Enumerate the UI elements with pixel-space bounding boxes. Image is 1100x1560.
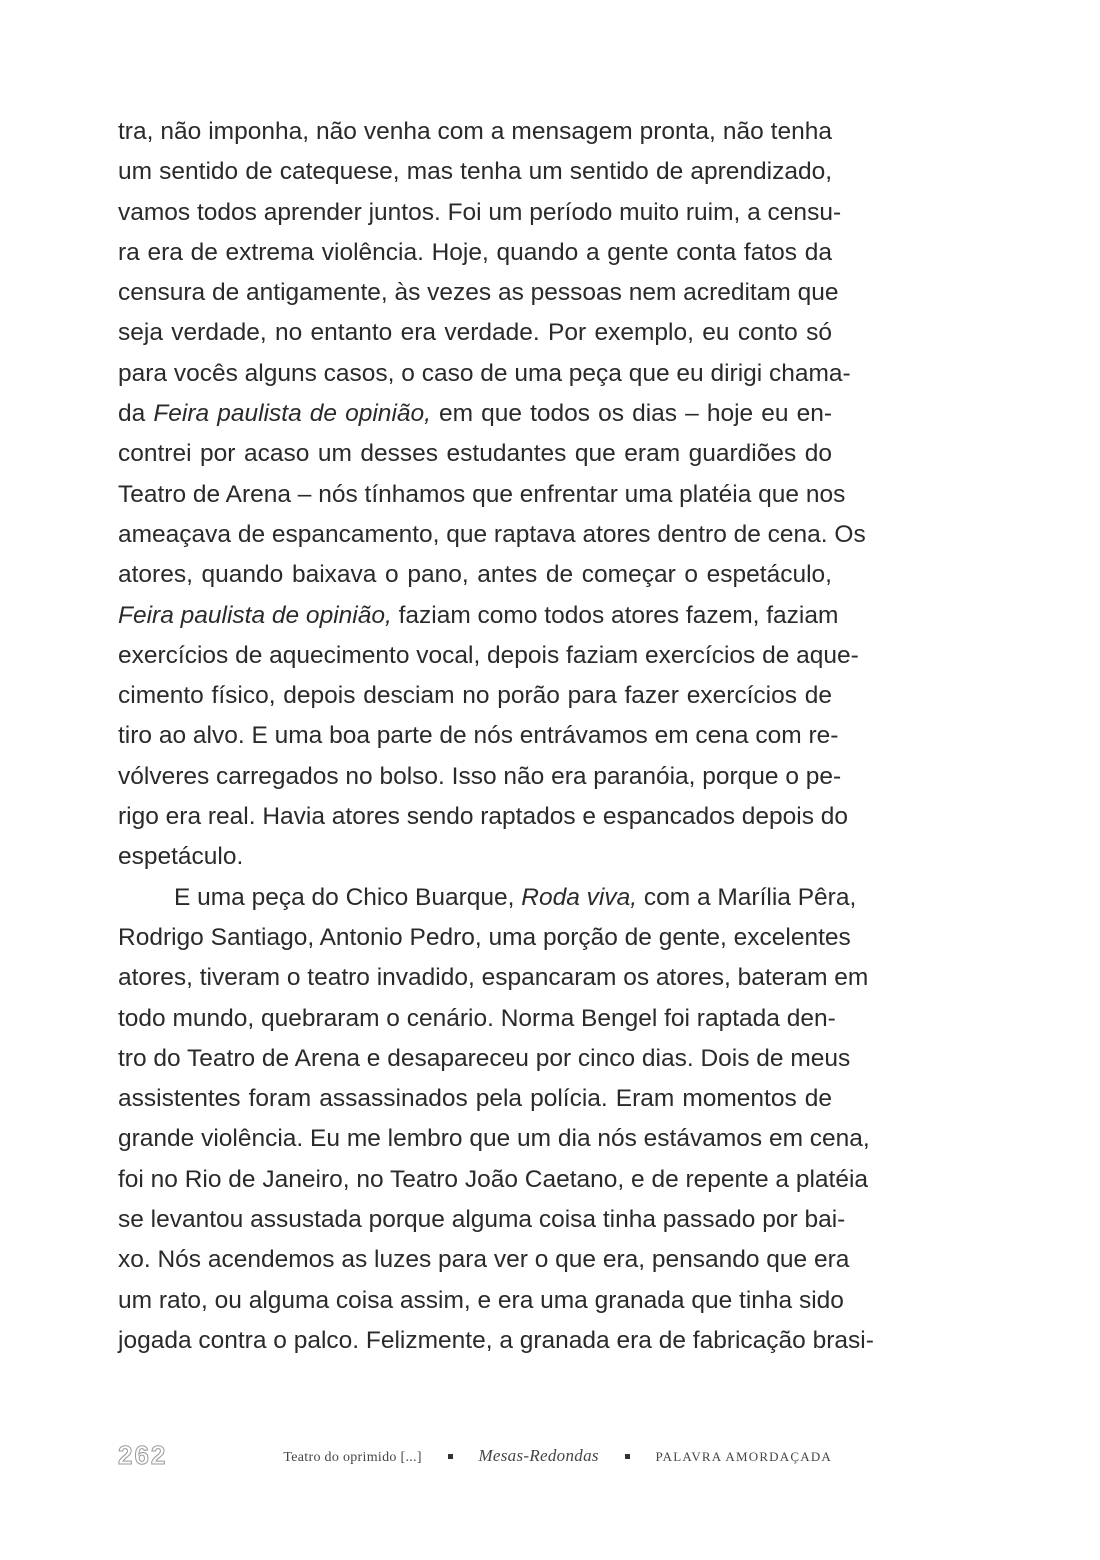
text-line: seja verdade, no entanto era verdade. Por exemplo, eu conto só bbox=[118, 319, 832, 347]
text-line: Rodrigo Santiago, Antonio Pedro, uma porção de gente, excelentes bbox=[118, 923, 851, 951]
chapter-title: Teatro do oprimido [...] bbox=[283, 1450, 422, 1465]
italic-title: Feira paulista de opinião, bbox=[118, 601, 392, 629]
page-footer bbox=[118, 1440, 832, 1470]
text-line: atores, quando baixava o pano, antes de começar o espetáculo, bbox=[118, 561, 832, 589]
text-line: espetáculo. bbox=[118, 843, 244, 871]
text-line: rigo era real. Havia atores sendo raptados e espancados depois do bbox=[118, 803, 849, 831]
text-line: todo mundo, quebraram o cenário. Norma Bengel foi raptada den- bbox=[118, 1004, 836, 1032]
series-title: Mesas-Redondas bbox=[478, 1446, 599, 1465]
text-segment: com a Marília Pêra, bbox=[637, 883, 857, 911]
text-line bbox=[118, 596, 839, 636]
text-line: Teatro de Arena – nós tínhamos que enfrentar uma platéia que nos bbox=[118, 480, 846, 508]
text-segment: da bbox=[118, 400, 154, 428]
bullet-separator-icon bbox=[625, 1454, 630, 1459]
page-number: 262 bbox=[118, 1440, 168, 1470]
text-segment: em que todos os dias – hoje eu en- bbox=[430, 400, 832, 428]
text-line: tra, não imponha, não venha com a mensagem pronta, não tenha bbox=[118, 118, 832, 145]
text-line: tro do Teatro de Arena e desapareceu por cinco dias. Dois de meus bbox=[118, 1044, 851, 1072]
text-line: xo. Nós acendemos as luzes para ver o que era, pensando que era bbox=[118, 1246, 850, 1274]
text-line: foi no Rio de Janeiro, no Teatro João Caetano, e de repente a platéia bbox=[118, 1165, 869, 1193]
text-line: censura de antigamente, às vezes as pessoas nem acreditam que bbox=[118, 279, 839, 307]
italic-title: Feira paulista de opinião, bbox=[153, 400, 431, 428]
text-line: vamos todos aprender juntos. Foi um período muito ruim, a censu- bbox=[118, 198, 842, 226]
text-line: exercícios de aquecimento vocal, depois faziam exercícios de aque- bbox=[118, 641, 859, 669]
text-line: grande violência. Eu me lembro que um dia nós estávamos em cena, bbox=[118, 1125, 870, 1153]
text-line: ra era de extrema violência. Hoje, quando a gente conta fatos da bbox=[118, 238, 832, 266]
text-segment: E uma peça do Chico Buarque, bbox=[174, 883, 522, 911]
text-line: ameaçava de espancamento, que raptava atores dentro de cena. Os bbox=[118, 520, 866, 548]
running-footer bbox=[283, 1446, 832, 1466]
text-line: assistentes foram assassinados pela polícia. Eram momentos de bbox=[118, 1085, 832, 1113]
text-line bbox=[118, 394, 832, 434]
text-line: atores, tiveram o teatro invadido, espancaram os atores, bateram em bbox=[118, 964, 869, 992]
text-line: vólveres carregados no bolso. Isso não era paranóia, porque o pe- bbox=[118, 762, 842, 790]
text-line: contrei por acaso um desses estudantes que eram guardiões do bbox=[118, 440, 832, 468]
italic-title: Roda viva, bbox=[521, 883, 638, 911]
text-line: se levantou assustada porque alguma coisa tinha passado por bai- bbox=[118, 1206, 846, 1234]
body-text bbox=[118, 112, 874, 1361]
text-line: um rato, ou alguma coisa assim, e era uma granada que tinha sido bbox=[118, 1286, 844, 1314]
text-line: para vocês alguns casos, o caso de uma peça que eu dirigi chama- bbox=[118, 359, 851, 387]
book-title: PALAVRA AMORDAÇADA bbox=[655, 1449, 832, 1464]
text-segment: faziam como todos atores fazem, faziam bbox=[391, 601, 839, 629]
bullet-separator-icon bbox=[448, 1454, 453, 1459]
text-line bbox=[118, 878, 857, 918]
text-line: um sentido de catequese, mas tenha um sentido de aprendizado, bbox=[118, 158, 832, 186]
text-line: jogada contra o palco. Felizmente, a granada era de fabricação brasi- bbox=[118, 1326, 874, 1354]
text-line: tiro ao alvo. E uma boa parte de nós entrávamos em cena com re- bbox=[118, 722, 839, 750]
text-line: cimento físico, depois desciam no porão para fazer exercícios de bbox=[118, 682, 832, 710]
